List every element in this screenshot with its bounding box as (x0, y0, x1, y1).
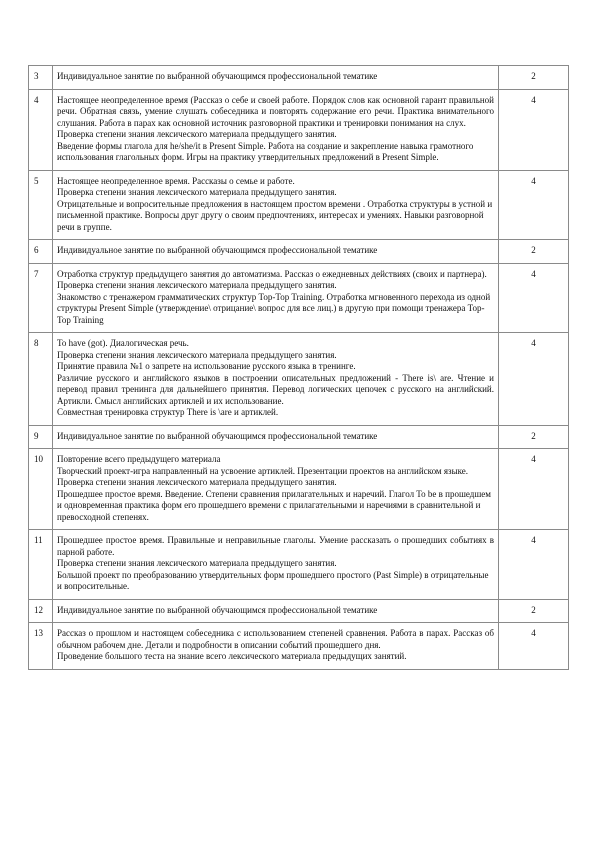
lesson-content-line: Прошедшее простое время. Правильные и неправильные глаголы. Умение рассказать о прошедших событиях в парной работе. (57, 535, 494, 557)
lesson-number: 7 (29, 263, 53, 333)
lesson-content-line: Прошедшее простое время. Введение. Степени сравнения прилагательных и наречий. Глагол To be в прошедшем и одновременная практика форм его прошедшего времени с прилагательными и наречиями в сравнительной и превосходной степенях. (57, 488, 491, 522)
lesson-content-line: Настоящее неопределенное время (Рассказ о себе и своей работе. Порядок слов как основной гарант правильной речи. Обратная связь, умение слушать собеседника и повторять содержание его речи. Практика внимательного слушания. Работа в парах как основной источник разговорной практики и тренировки понимания на слух. (57, 94, 494, 128)
document-page (28, 65, 568, 670)
table-row (29, 623, 569, 670)
lesson-content (53, 263, 499, 333)
lesson-hours: 4 (499, 530, 569, 600)
lesson-number: 11 (29, 530, 53, 600)
lesson-content-line: Большой проект по преобразованию утвердительных форм прошедшего простого (Past Simple) в отрицательные и вопросительные. (57, 569, 489, 591)
curriculum-table (28, 65, 569, 670)
table-row (29, 89, 569, 170)
lesson-content-line: Индивидуальное занятие по выбранной обучающимся профессиональной тематике (57, 71, 378, 81)
lesson-hours: 2 (499, 599, 569, 623)
lesson-content-line: Введение формы глагола для he/she/it в Present Simple. Работа на создание и закрепление навыка грамотного использования глагольных форм. Игры на практику утвердительных предложений в Present Simple. (57, 140, 474, 162)
lesson-content-line: Проверка степени знания лексического материала предыдущего занятия. (57, 477, 337, 487)
table-row (29, 170, 569, 240)
lesson-content (53, 89, 499, 170)
lesson-number: 4 (29, 89, 53, 170)
lesson-content (53, 170, 499, 240)
lesson-hours: 4 (499, 170, 569, 240)
curriculum-table-body (29, 66, 569, 670)
lesson-number: 12 (29, 599, 53, 623)
lesson-number: 6 (29, 240, 53, 264)
lesson-content-line: To have (got). Диалогическая речь. (57, 338, 189, 348)
lesson-content-line: Творческий проект-игра направленный на усвоение артиклей. Презентации проектов на английском языке. (57, 465, 469, 476)
lesson-content-line: Принятие правила №1 о запрете на использование русского языка в тренинге. (57, 361, 356, 371)
lesson-content-line: Знакомство с тренажером грамматических структур Top-Top Training. Отработка мгновенного перехода из одной структуры Present Simple (утверждение\ отрицание\ вопрос для все лиц.) в другую при помощи тренажера Top-Top Training (57, 291, 491, 325)
lesson-hours: 4 (499, 263, 569, 333)
lesson-content-line: Проверка степени знания лексического материала предыдущего занятия. (57, 129, 337, 139)
lesson-number: 13 (29, 623, 53, 670)
lesson-content-line: Проверка степени знания лексического материала предыдущего занятия. (57, 558, 337, 568)
lesson-content-line: Повторение всего предыдущего материала (57, 454, 221, 464)
table-row (29, 425, 569, 449)
lesson-content (53, 333, 499, 426)
lesson-content-line: Индивидуальное занятие по выбранной обучающимся профессиональной тематике (57, 604, 378, 615)
table-row (29, 599, 569, 623)
lesson-content (53, 240, 499, 264)
table-row (29, 263, 569, 333)
lesson-number: 8 (29, 333, 53, 426)
table-row (29, 66, 569, 90)
lesson-content-line: Проверка степени знания лексического материала предыдущего занятия. (57, 187, 337, 197)
lesson-hours: 2 (499, 425, 569, 449)
lesson-number: 10 (29, 449, 53, 530)
lesson-content (53, 66, 499, 90)
lesson-content (53, 599, 499, 623)
lesson-content-line: Отрицательные и вопросительные предложения в настоящем простом времени . Отработка структуры в устной и письменной практике. Вопросы друг другу о своим предпочтениях, интересах и умениях. Навыки разговорной речи в группе. (57, 198, 493, 232)
lesson-content-line: Проверка степени знания лексического материала предыдущего занятия. (57, 349, 337, 360)
lesson-content-line: Различие русского и английского языков в построении описательных предложений - There is\ are. Чтение и перевод правил тренинга для дальнейшего принятия. Перевод логических цепочек с русского на английский. Артикли. Смысл английских артиклей и их использование. (57, 372, 494, 406)
lesson-content (53, 530, 499, 600)
lesson-hours: 2 (499, 66, 569, 90)
lesson-hours: 2 (499, 240, 569, 264)
lesson-number: 9 (29, 425, 53, 449)
lesson-number: 5 (29, 170, 53, 240)
lesson-hours: 4 (499, 623, 569, 670)
lesson-content-line: Проверка степени знания лексического материала предыдущего занятия. (57, 280, 337, 290)
lesson-content-line: Индивидуальное занятие по выбранной обучающимся профессиональной тематике (57, 430, 378, 441)
lesson-hours: 4 (499, 89, 569, 170)
lesson-content (53, 449, 499, 530)
table-row (29, 530, 569, 600)
table-row (29, 240, 569, 264)
lesson-content (53, 425, 499, 449)
lesson-content (53, 623, 499, 670)
lesson-hours: 4 (499, 449, 569, 530)
lesson-content-line: Отработка структур предыдущего занятия до автоматизма. Рассказ о ежедневных действиях (своих и партнера). (57, 268, 487, 279)
table-row (29, 449, 569, 530)
lesson-content-line: Настоящее неопределенное время. Рассказы о семье и работе. (57, 175, 295, 186)
lesson-content-line: Проведение большого теста на знание всего лексического материала предыдущих занятий. (57, 651, 407, 661)
lesson-number: 3 (29, 66, 53, 90)
lesson-hours: 4 (499, 333, 569, 426)
lesson-content-line: Индивидуальное занятие по выбранной обучающимся профессиональной тематике (57, 245, 378, 255)
lesson-content-line: Рассказ о прошлом и настоящем собеседника с использованием степеней сравнения. Работа в парах. Рассказ об обычном рабочем дне. Детали и подробности в описании событий прошедшего дня. (57, 628, 494, 650)
lesson-content-line: Совместная тренировка структур There is \are и артиклей. (57, 407, 279, 417)
table-row (29, 333, 569, 426)
